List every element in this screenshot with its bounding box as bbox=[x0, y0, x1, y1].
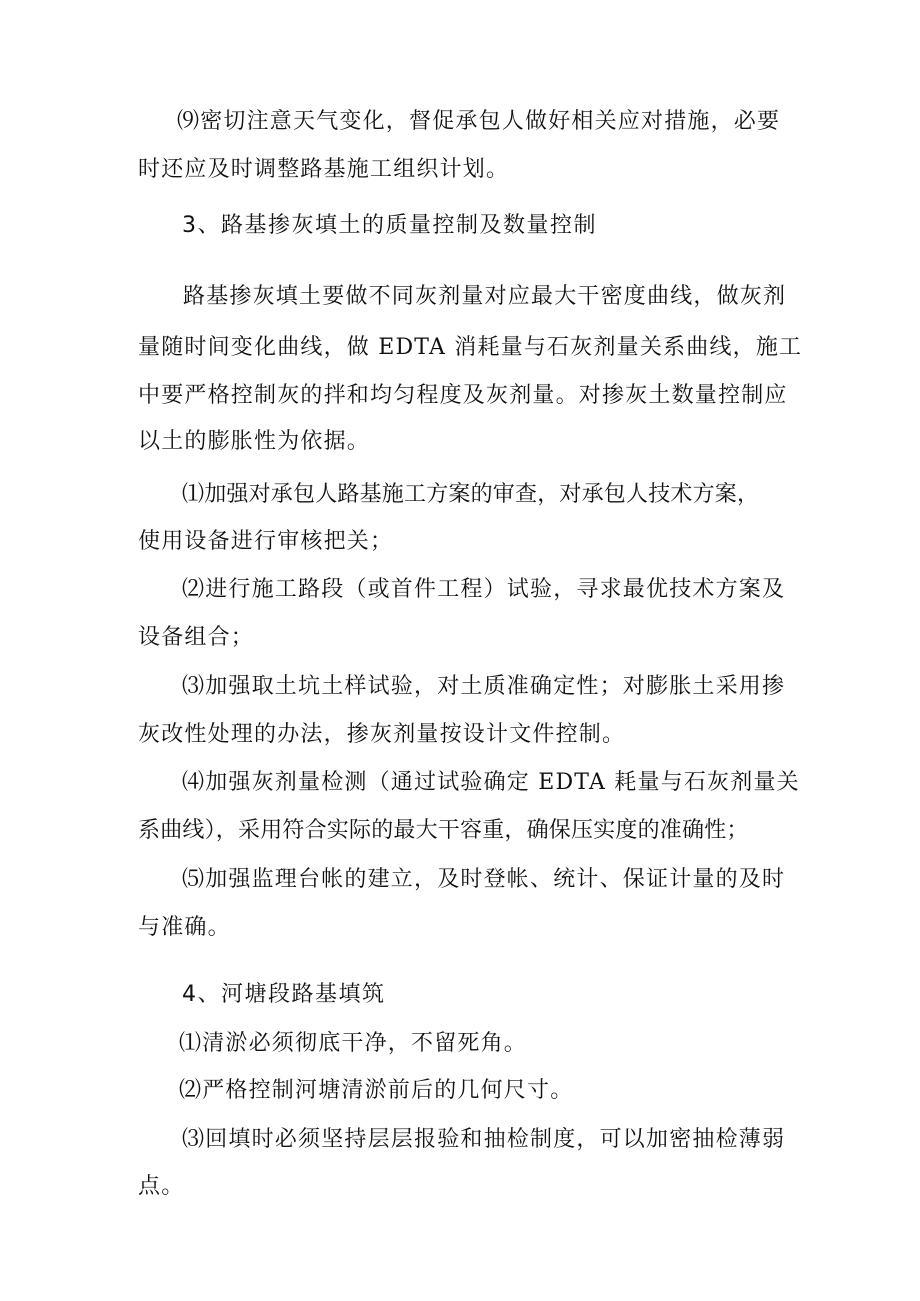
section-3-item-3-line-1: ⑶加强取土坑土样试验，对土质准确定性；对膨胀土采用掺 bbox=[182, 674, 786, 699]
section-4-item-1: ⑴清淤必须彻底干净，不留死角。 bbox=[179, 1031, 528, 1056]
section-3-item-4-line-1: ⑷加强灰剂量检测（通过试验确定 EDTA 耗量与石灰剂量关 bbox=[182, 770, 800, 795]
section-3-item-1-line-1: ⑴加强对承包人路基施工方案的审查，对承包人技术方案， bbox=[182, 482, 760, 507]
section-3-item-5-line-2: 与准确。 bbox=[138, 915, 231, 940]
section-3-intro-line-1: 路基掺灰填土要做不同灰剂量对应最大干密度曲线，做灰剂 bbox=[183, 284, 787, 309]
section-3-intro-line-2: 量随时间变化曲线，做 EDTA 消耗量与石灰剂量关系曲线，施工 bbox=[138, 335, 803, 360]
section-3-item-2-line-2: 设备组合； bbox=[138, 625, 255, 650]
section-3-heading: 3、路基掺灰填土的质量控制及数量控制 bbox=[182, 213, 597, 238]
section-4-item-2: ⑵严格控制河塘清淤前后的几何尺寸。 bbox=[179, 1078, 574, 1103]
section-4-heading: 4、河塘段路基填筑 bbox=[182, 982, 386, 1007]
section-3-item-2-line-1: ⑵进行施工路段（或首件工程）试验，寻求最优技术方案及 bbox=[182, 577, 786, 602]
item-9-line-2: 时还应及时调整路基施工组织计划。 bbox=[138, 157, 510, 182]
item-9-line-1: ⑼密切注意天气变化，督促承包人做好相关应对措施，必要 bbox=[177, 109, 781, 134]
section-3-intro-line-4: 以土的膨胀性为依据。 bbox=[138, 429, 371, 454]
section-3-item-3-line-2: 灰改性处理的办法，掺灰剂量按设计文件控制。 bbox=[138, 722, 626, 747]
section-4-item-3-line-1: ⑶回填时必须坚持层层报验和抽检制度，可以加密抽检薄弱 bbox=[182, 1127, 786, 1152]
section-3-item-1-line-2: 使用设备进行审核把关； bbox=[138, 529, 394, 554]
section-3-intro-line-3: 中要严格控制灰的拌和均匀程度及灰剂量。对掺灰土数量控制应 bbox=[138, 383, 788, 408]
section-3-item-4-line-2: 系曲线），采用符合实际的最大干容重，确保压实度的准确性； bbox=[138, 818, 749, 843]
section-3-item-5-line-1: ⑸加强监理台帐的建立，及时登帐、统计、保证计量的及时 bbox=[182, 867, 786, 892]
section-4-item-3-line-2: 点。 bbox=[138, 1174, 185, 1199]
